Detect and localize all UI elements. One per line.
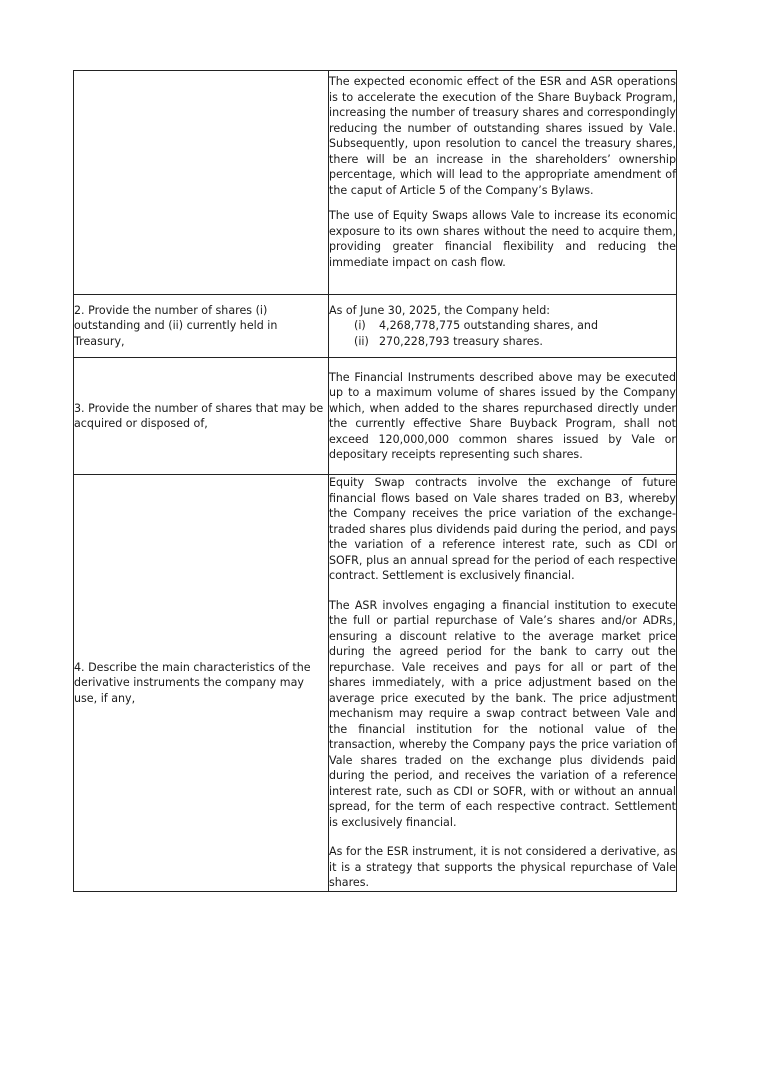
table-row xyxy=(74,71,677,295)
answer-paragraph: The Financial Instruments described above may be executed up to a maximum volume of shares issued by the Company which, when added to the shares repurchased directly under the currently effective Share Buyback Program, shall not exceed 120,000,000 common shares issued by Vale or depositary receipts representing such shares. xyxy=(329,370,676,461)
table-row xyxy=(74,295,677,358)
answer-cell xyxy=(329,295,677,358)
list-item xyxy=(329,318,676,334)
answer-cell xyxy=(329,71,677,295)
answer-cell xyxy=(329,358,677,475)
answer-paragraph: The use of Equity Swaps allows Vale to increase its economic exposure to its own shares without the need to acquire them, providing greater financial flexibility and reducing the immediate impact on cash flow. xyxy=(329,209,676,269)
list-marker: (ii) xyxy=(354,334,369,348)
shares-list xyxy=(329,318,676,349)
answer-paragraph: The ASR involves engaging a financial institution to execute the full or partial repurchase of Vale’s shares and/or ADRs, ensuring a discount relative to the average market price during the agreed period for the bank to carry out the repurchase. Vale receives and pays for all or part of the shares immediately, with a price adjustment based on the average price executed by the bank. The price adjustment mechanism may require a swap contract between Vale and the financial institution for the notional value of the transaction, whereby the Company pays the price variation of Vale shares traded on the exchange plus dividends paid during the period, and receives the variation of a reference interest rate, such as CDI or SOFR, with or without an annual spread, for the term of each respective contract. Settlement is exclusively financial. xyxy=(329,598,676,829)
list-text: 4,268,778,775 outstanding shares, and xyxy=(379,319,598,333)
answer-paragraph: Equity Swap contracts involve the exchange of future financial flows based on Vale shares traded on B3, whereby the Company receives the price variation of the exchange-traded shares plus dividends paid during the period, and pays the variation of a reference interest rate, such as CDI or SOFR, plus an annual spread for the period of each respective contract. Settlement is exclusively financial. xyxy=(329,476,676,582)
question-cell: 2. Provide the number of shares (i) outstanding and (ii) currently held in Treasury, xyxy=(74,295,329,358)
list-item xyxy=(329,334,676,350)
question-cell: 3. Provide the number of shares that may be acquired or disposed of, xyxy=(74,358,329,475)
answer-paragraph: The expected economic effect of the ESR and ASR operations is to accelerate the execution of the Share Buyback Program, increasing the number of treasury shares and correspondingly reducing the number of outstanding shares issued by Vale. Subsequently, upon resolution to cancel the treasury shares, there will be an increase in the shareholders’ ownership percentage, which will lead to the appropriate amendment of the caput of Article 5 of the Company’s Bylaws. xyxy=(329,75,676,197)
question-cell: 4. Describe the main characteristics of the derivative instruments the company may use, if any, xyxy=(74,475,329,892)
question-cell xyxy=(74,71,329,295)
answer-paragraph: As for the ESR instrument, it is not considered a derivative, as it is a strategy that supports the physical repurchase of Vale shares. xyxy=(329,845,676,889)
table-row xyxy=(74,475,677,892)
answer-intro: As of June 30, 2025, the Company held: xyxy=(329,303,551,317)
list-text: 270,228,793 treasury shares. xyxy=(379,334,543,348)
disclosure-table xyxy=(73,70,677,892)
list-marker: (i) xyxy=(354,319,366,333)
table-row xyxy=(74,358,677,475)
answer-cell xyxy=(329,475,677,892)
